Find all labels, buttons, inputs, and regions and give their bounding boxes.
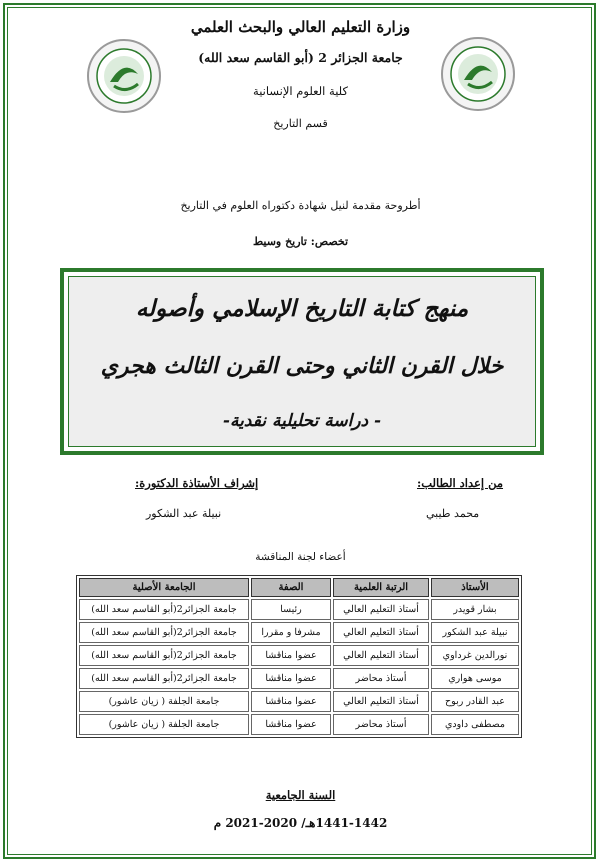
cell-professor: نورالدين غرداوي <box>431 645 519 666</box>
cell-professor: موسى هواري <box>431 668 519 689</box>
cell-university: جامعة الجزائر2(أبو القاسم سعد الله) <box>79 622 249 643</box>
thesis-title-line1: منهج كتابة التاريخ الإسلامي وأصوله <box>135 295 469 322</box>
cell-professor: بشار قويدر <box>431 599 519 620</box>
student-name: محمد طيبي <box>426 507 480 520</box>
header-role: الصفة <box>251 578 331 597</box>
table-row <box>79 645 519 666</box>
cell-role: عضوا مناقشا <box>251 691 331 712</box>
student-label: من إعداد الطالب: <box>417 476 504 490</box>
cell-rank: أستاذ التعليم العالي <box>333 622 429 643</box>
title-frame-inner <box>68 276 536 447</box>
supervisor-name: نبيلة عبد الشكور <box>146 507 222 520</box>
title-frame <box>60 268 544 455</box>
cell-role: عضوا مناقشا <box>251 714 331 735</box>
cell-rank: أستاذ التعليم العالي <box>333 599 429 620</box>
cell-professor: نبيلة عبد الشكور <box>431 622 519 643</box>
thesis-subtitle: - دراسة تحليلية نقدية- <box>222 411 382 431</box>
academic-year-label: السنة الجامعية <box>265 788 336 802</box>
academic-year-value: 1441-1442هـ/ 2020-2021 م <box>213 816 388 830</box>
header-rank: الرتبة العلمية <box>333 578 429 597</box>
table-row <box>79 599 519 620</box>
cell-role: رئيسا <box>251 599 331 620</box>
thesis-specialty: تخصص: تاريخ وسيط <box>252 235 349 248</box>
cell-university: جامعة الجلفة ( زيان عاشور) <box>79 714 249 735</box>
faculty-name: كلية العلوم الإنسانية <box>253 84 348 98</box>
university-logo-left <box>86 38 162 114</box>
cell-rank: أستاذ التعليم العالي <box>333 645 429 666</box>
cell-role: عضوا مناقشا <box>251 645 331 666</box>
cell-professor: مصطفى داودي <box>431 714 519 735</box>
cell-rank: أستاذ محاضر <box>333 668 429 689</box>
thesis-title-line2: خلال القرن الثاني وحتى القرن الثالث هجري <box>100 353 504 379</box>
department-name: قسم التاريخ <box>273 117 328 130</box>
ministry-name: وزارة التعليم العالي والبحث العلمي <box>190 18 411 36</box>
committee-title: أعضاء لجنة المناقشة <box>255 551 346 563</box>
committee-table <box>76 575 522 738</box>
cell-role: عضوا مناقشا <box>251 668 331 689</box>
cell-university: جامعة الجزائر2(أبو القاسم سعد الله) <box>79 668 249 689</box>
cell-rank: أستاذ التعليم العالي <box>333 691 429 712</box>
cell-professor: عبد القادر ربوح <box>431 691 519 712</box>
supervisor-label: إشراف الأستاذة الدكتورة: <box>135 476 259 490</box>
table-row <box>79 622 519 643</box>
cell-university: جامعة الجزائر2(أبو القاسم سعد الله) <box>79 599 249 620</box>
cell-role: مشرفا و مقررا <box>251 622 331 643</box>
table-row <box>79 714 519 735</box>
header-professor: الأستاذ <box>431 578 519 597</box>
university-name: جامعة الجزائر 2 (أبو القاسم سعد الله) <box>198 50 403 65</box>
thesis-purpose: أطروحة مقدمة لنيل شهادة دكتوراه العلوم في التاريخ <box>180 199 421 212</box>
cell-rank: أستاذ محاضر <box>333 714 429 735</box>
table-header-row <box>79 578 519 597</box>
cell-university: جامعة الجزائر2(أبو القاسم سعد الله) <box>79 645 249 666</box>
table-row <box>79 691 519 712</box>
header-university: الجامعة الأصلية <box>79 578 249 597</box>
university-logo-right <box>440 36 516 112</box>
cell-university: جامعة الجلفة ( زيان عاشور) <box>79 691 249 712</box>
table-row <box>79 668 519 689</box>
